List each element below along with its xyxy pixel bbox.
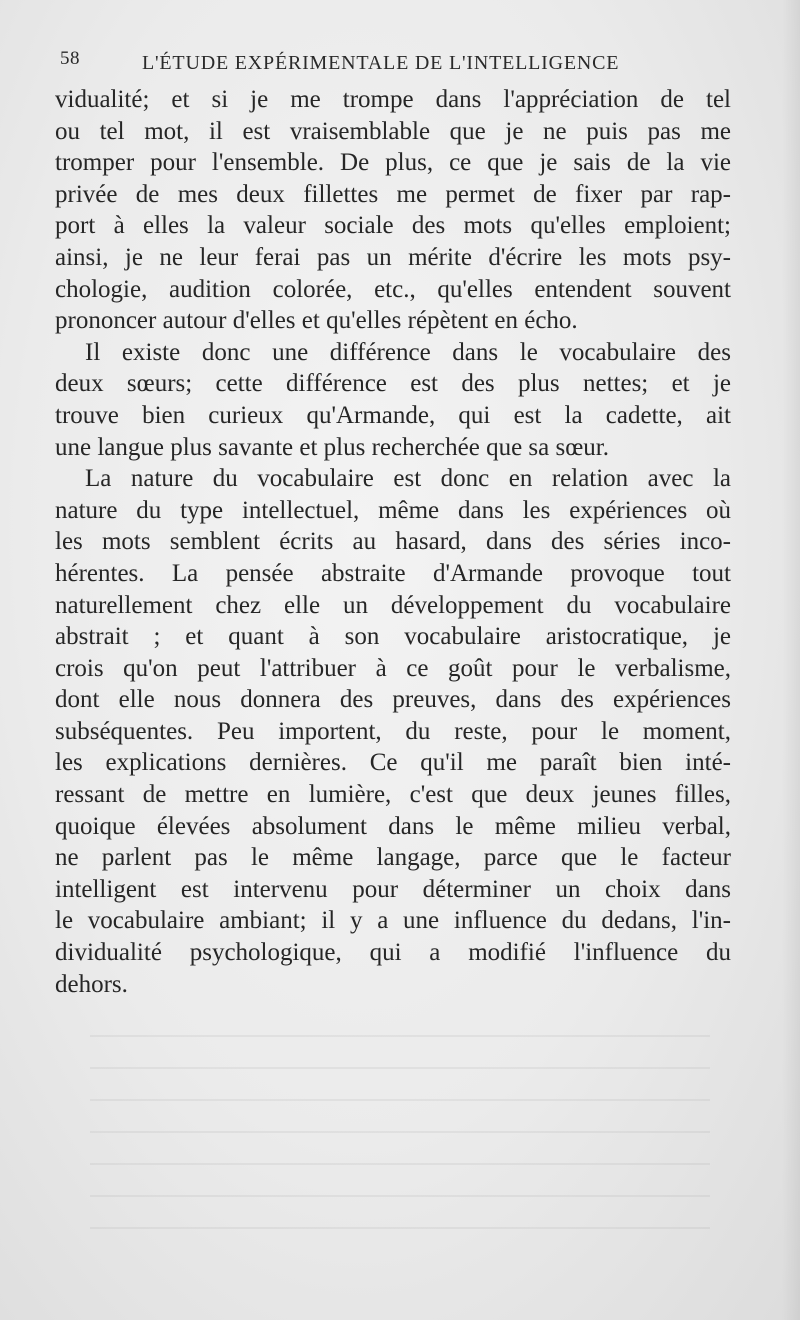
text-line: dont elle nous donnera des preuves, dans des expériences	[55, 686, 731, 714]
running-title: L'ÉTUDE EXPÉRIMENTALE DE L'INTELLIGENCE	[142, 52, 620, 74]
text-line: dividualité psychologique, qui a modifié l'influence du	[55, 939, 731, 967]
text-line: prononcer autour d'elles et qu'elles répètent en écho.	[55, 307, 578, 335]
text-line: abstrait ; et quant à son vocabulaire aristocratique, je	[55, 623, 731, 651]
text-line: trouve bien curieux qu'Armande, qui est la cadette, ait	[55, 401, 731, 429]
text-line: intelligent est intervenu pour déterminer un choix dans	[55, 875, 731, 903]
text-line: ressant de mettre en lumière, c'est que deux jeunes filles,	[55, 781, 731, 809]
paragraph-1	[55, 84, 731, 337]
text-line: crois qu'on peut l'attribuer à ce goût pour le verbalisme,	[55, 654, 731, 682]
text-line: dehors.	[55, 970, 128, 998]
text-line: ou tel mot, il est vraisemblable que je ne puis pas me	[55, 117, 731, 145]
text-line: chologie, audition colorée, etc., qu'elles entendent souvent	[55, 275, 731, 303]
paragraph-3	[55, 463, 731, 1000]
running-head	[60, 46, 660, 78]
text-line: naturellement chez elle un développement du vocabulaire	[55, 591, 731, 619]
text-line: les mots semblent écrits au hasard, dans des séries inco-	[55, 528, 731, 556]
text-line: hérentes. La pensée abstraite d'Armande provoque tout	[55, 559, 731, 587]
text-line: une langue plus savante et plus recherchée que sa sœur.	[55, 433, 609, 461]
text-line: privée de mes deux fillettes me permet de fixer par rap-	[55, 180, 731, 208]
text-line: ainsi, je ne leur ferai pas un mérite d'écrire les mots psy-	[55, 243, 731, 271]
body-text	[55, 84, 731, 1000]
show-through-texture	[90, 1035, 710, 1235]
text-line: deux sœurs; cette différence est des plus nettes; et je	[55, 370, 731, 398]
page-edge-shadow	[782, 0, 800, 1320]
paragraph-2	[55, 337, 731, 463]
text-line: tromper pour l'ensemble. De plus, ce que je sais de la vie	[55, 149, 731, 177]
text-line: La nature du vocabulaire est donc en relation avec la	[85, 465, 731, 493]
text-line: subséquentes. Peu importent, du reste, pour le moment,	[55, 717, 731, 745]
text-line: ne parlent pas le même langage, parce que le facteur	[55, 844, 731, 872]
text-line: les explications dernières. Ce qu'il me paraît bien inté-	[55, 749, 731, 777]
text-line: quoique élevées absolument dans le même milieu verbal,	[55, 812, 731, 840]
text-line: nature du type intellectuel, même dans les expériences où	[55, 496, 731, 524]
text-line: port à elles la valeur sociale des mots qu'elles emploient;	[55, 212, 731, 240]
page-number: 58	[60, 48, 80, 69]
text-line: Il existe donc une différence dans le vocabulaire des	[85, 338, 731, 366]
text-line: vidualité; et si je me trompe dans l'appréciation de tel	[55, 86, 731, 113]
text-line: le vocabulaire ambiant; il y a une influence du dedans, l'in-	[55, 907, 731, 935]
